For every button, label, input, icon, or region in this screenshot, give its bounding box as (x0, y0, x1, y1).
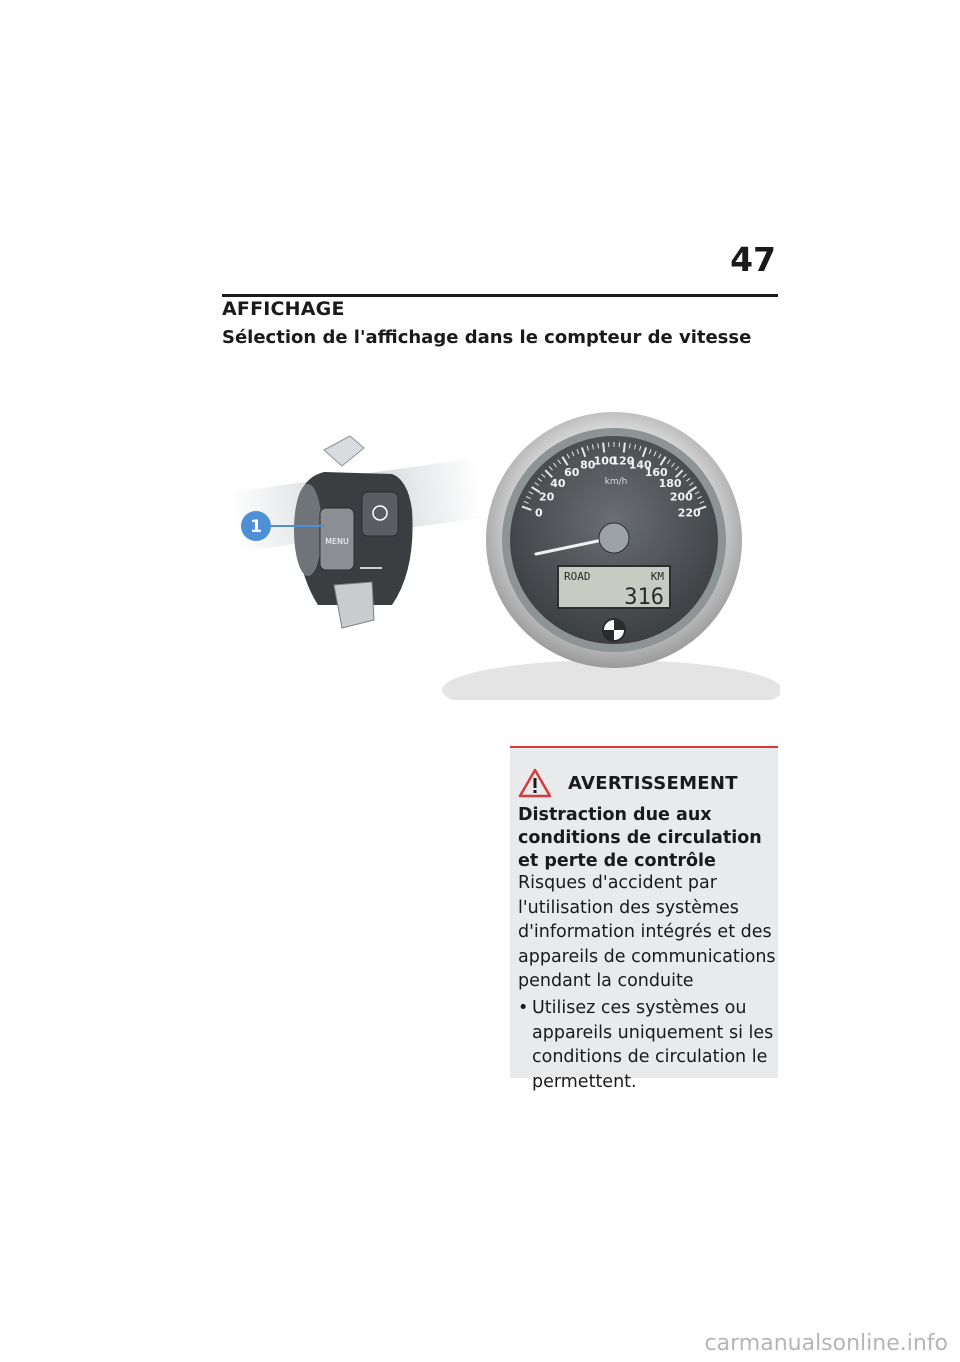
speed-scale-label: 120 (611, 454, 635, 468)
page-number: 47 (730, 240, 776, 279)
warning-header (518, 768, 738, 798)
speed-scale-label: 160 (644, 466, 668, 479)
speed-scale-label: 40 (550, 477, 566, 490)
lcd-unit: KM (650, 570, 664, 583)
speed-unit: km/h (604, 477, 628, 487)
speed-scale-label: 60 (564, 466, 580, 479)
speed-scale-label: 80 (580, 458, 596, 472)
handlebar-switch (294, 436, 413, 628)
warning-triangle-icon (518, 768, 552, 798)
needle-hub (599, 523, 629, 553)
speed-scale-label: 180 (658, 477, 682, 490)
speed-scale-label: 200 (669, 490, 693, 504)
speed-scale-label: 140 (628, 458, 652, 472)
speed-scale-label: 0 (534, 506, 543, 520)
warning-list (518, 996, 776, 1094)
menu-key-label: MENU (325, 537, 349, 546)
speed-scale-label: 220 (677, 506, 701, 520)
warning-box (510, 746, 778, 1092)
speed-scale-tick (624, 443, 625, 453)
warning-list-item: • Utilisez ces systèmes ou appareils uniquement si les conditions de circulation le permettent. (518, 996, 776, 1094)
callout-number: 1 (250, 517, 262, 537)
lcd-value: 316 (624, 585, 664, 610)
warning-title: AVERTISSEMENT (568, 772, 738, 794)
speed-scale-label: 100 (593, 454, 617, 468)
page-subtitle: Sélection de l'affichage dans le compteur de vitesse (222, 327, 752, 348)
warning-heading: Distraction due aux conditions de circulation et perte de contrôle (518, 805, 762, 871)
speed-scale-tick (603, 443, 604, 453)
lcd-mode: ROAD (564, 570, 591, 583)
speedometer (442, 412, 780, 700)
header-rule (222, 294, 778, 297)
display-figure (232, 400, 780, 700)
section-title: AFFICHAGE (222, 298, 345, 320)
speed-scale-label: 20 (539, 490, 555, 504)
warning-body: Risques d'accident par l'utilisation des systèmes d'information intégrés et des appareils de communications pendant la conduite (518, 873, 776, 991)
watermark: carmanualsonline.info (704, 1331, 948, 1356)
